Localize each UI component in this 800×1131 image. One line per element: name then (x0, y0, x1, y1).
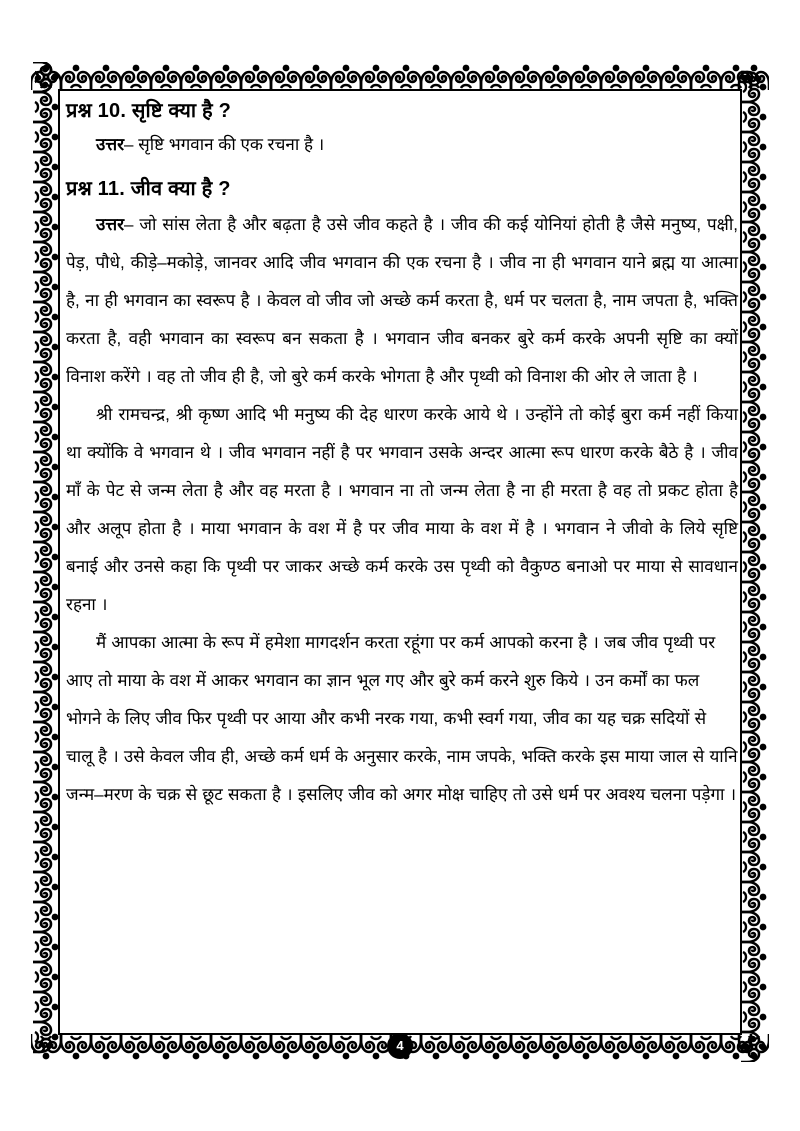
answer-label-10: उत्तर (96, 135, 125, 154)
question-heading-10: प्रश्न 10. सृष्टि क्या है ? (66, 100, 232, 122)
border-left-ornament (31, 62, 61, 1062)
answer-label-11: उत्तर (96, 215, 125, 234)
border-top-ornament (31, 62, 769, 92)
page-text-content (66, 96, 738, 1026)
answer-11-text-1: – जो सांस लेता है और बढ़ता है उसे जीव कहते है । जीव की कई योनियां होती है जैसे मनुष्य, पक्षी, पेड़, पौधे, कीड़े–मकोड़े, जानवर आदि जीव भगवान की एक रचना है । जीव ना ही भगवान याने ब्रह्म या आत्मा है, ना ही भगवान का स्वरूप है । केवल वो जीव जो अच्छे कर्म करता है, धर्म पर चलता है, नाम जपता है, भक्ति करता है, वही भगवान का स्वरूप बन सकता है । भगवान जीव बनकर बुरे कर्म करके अपनी सृष्टि का क्यों विनाश करेंगे । वह तो जीव ही है, जो बुरे कर्म करके भोगता है और पृथ्वी को विनाश की ओर ले जाता है । (66, 215, 738, 386)
page-number-badge: 4 (387, 1033, 413, 1059)
answer-11-paragraph-3: मैं आपका आत्मा के रूप में हमेशा मागदर्शन करता रहूंगा पर कर्म आपको करना है । जब जीव पृथ्वी पर आए तो माया के वश में आकर भगवान का ज्ञान भूल गए और बुरे कर्म करने शुरु किये । उन कर्मों का फल भोगने के लिए जीव फिर पृथ्वी पर आया और कभी नरक गया, कभी स्वर्ग गया, जीव का यह चक्र सदियों से चालू है । उसे केवल जीव ही, अच्छे कर्म धर्म के अनुसार करके, नाम जपके, भक्ति करके इस माया जाल से यानि जन्म–मरण के चक्र से छूट सकता है । इसलिए जीव को अगर मोक्ष चाहिए तो उसे धर्म पर अवश्य चलना पड़ेगा । (66, 633, 738, 804)
border-right-ornament (739, 62, 769, 1062)
answer-10 (66, 128, 738, 162)
answer-text-10: – सृष्टि भगवान की एक रचना है । (124, 135, 325, 154)
answer-11-paragraph-2: श्री रामचन्द्र, श्री कृष्ण आदि भी मनुष्य की देह धारण करके आये थे । उन्होंने तो कोई बुरा कर्म नहीं किया था क्योंकि वे भगवान थे । जीव भगवान नहीं है पर भगवान उसके अन्दर आत्मा रूप धारण करके बैठे है । जीव माँ के पेट से जन्म लेता है और वह मरता है । भगवान ना तो जन्म लेता है ना ही मरता है वह तो प्रकट होता है और अलूप होता है । माया भगवान के वश में है पर जीव माया के वश में है । भगवान ने जीवो के लिये सृष्टि बनाई और उनसे कहा कि पृथ्वी पर जाकर अच्छे कर्म करके उस पृथ्वी को वैकुण्ठ बनाओ पर माया से सावधान रहना । (66, 405, 738, 614)
question-heading-11: प्रश्न 11. जीव क्या है ? (66, 178, 231, 200)
answer-11-paragraph-1 (66, 206, 738, 396)
